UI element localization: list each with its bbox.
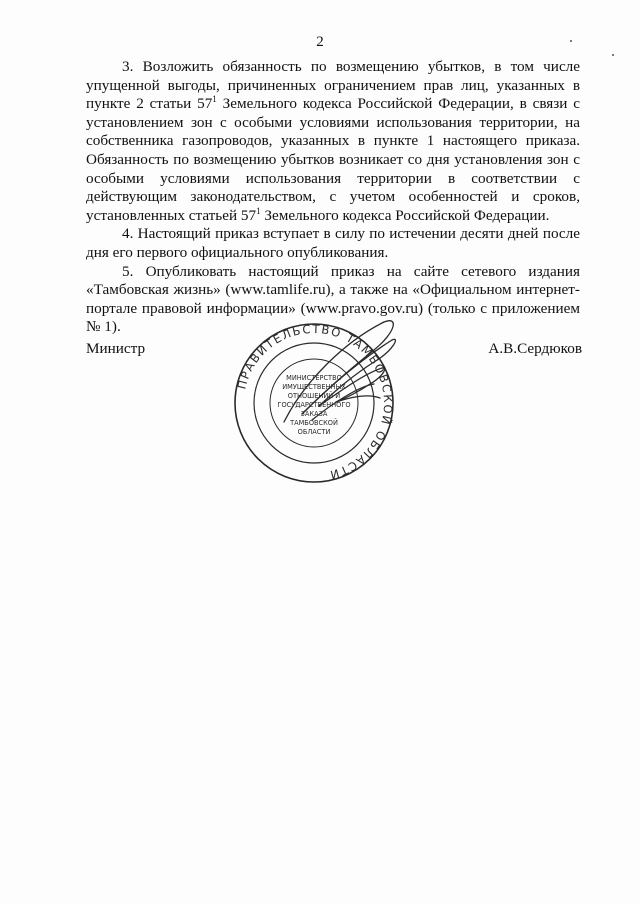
signatory-position: Министр: [86, 340, 146, 357]
seal-line: ИМУЩЕСТВЕННЫХ: [282, 383, 346, 391]
page-number: 2: [316, 34, 324, 50]
paragraph-5: 5. Опубликовать настоящий приказ на сайте сетевого издания «Тамбовская жизнь» (www.tamlife.ru), а также на «Официальном интернет-портале правовой информации» (www.pravo.gov.ru) (только с приложением № 1).: [86, 262, 580, 336]
document-body: [86, 58, 580, 337]
paragraph-3-part-a: 3. Возложить обязанность по возмещению убытков, в том числе упущенной выгоды, причиненных ограничением прав лиц, указанных в пункте 2 статьи 57: [86, 58, 580, 113]
official-seal: [224, 302, 404, 502]
scan-speck: [612, 54, 614, 56]
seal-line: ЗАКАЗА: [300, 410, 328, 418]
seal-outer-text: ПРАВИТЕЛЬСТВО ТАМБОВСКОЙ ОБЛАСТИ: [234, 321, 396, 483]
signatory-name: А.В.Сердюков: [488, 340, 582, 357]
seal-line: ГОСУДАРСТВЕННОГО: [277, 401, 351, 409]
paragraph-4: 4. Настоящий приказ вступает в силу по истечении десяти дней после дня его первого официального опубликования.: [86, 225, 580, 261]
paragraph-3: [86, 58, 580, 225]
paragraph-3-part-b: Земельного кодекса Российской Федерации, в связи с установлением зон с особыми условиями использования территории, на собственника газопроводов, указанных в пункте 1 настоящего приказа. Обязанность по возмещению убытков возникает со дня установления зон с особыми условиями использования территории в соответствии с действующим законодательством, с учетом особенностей и сроков, установленных статьей 57: [86, 95, 580, 224]
superscript: 1: [256, 205, 261, 216]
seal-line: ТАМБОВСКОЙ: [290, 419, 338, 427]
seal-line: МИНИСТЕРСТВО: [286, 374, 342, 382]
superscript: 1: [212, 94, 217, 105]
scan-speck: [570, 40, 572, 42]
seal-line: ОТНОШЕНИЙ И: [287, 392, 341, 400]
seal-line: ОБЛАСТИ: [297, 428, 331, 436]
paragraph-3-part-c: Земельного кодекса Российской Федерации.: [260, 206, 550, 224]
